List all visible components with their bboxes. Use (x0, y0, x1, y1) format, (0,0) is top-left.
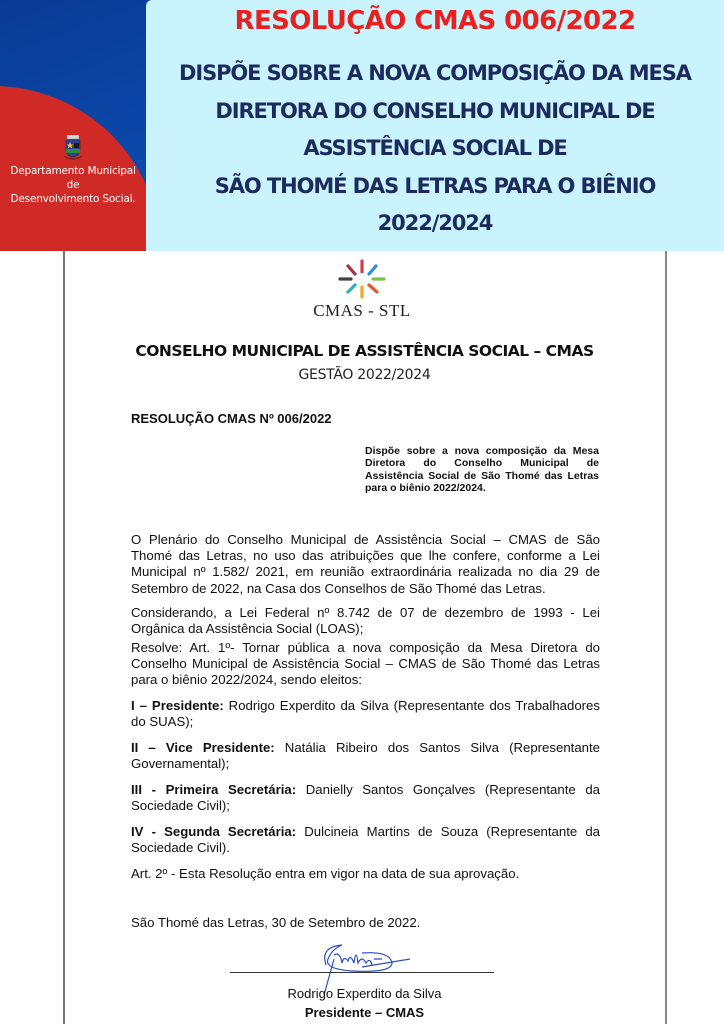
council-name: CONSELHO MUNICIPAL DE ASSISTÊNCIA SOCIAL – CMAS (135, 342, 594, 360)
signer-role: Presidente – CMAS (304, 1005, 425, 1020)
subtitle-line: 2022/2024 (377, 211, 493, 235)
municipal-coat-of-arms-icon (63, 135, 83, 163)
page-border-right (665, 251, 667, 1024)
subtitle-line: SÃO THOMÉ DAS LETRAS PARA O BIÊNIO (214, 173, 656, 198)
member-role: I – Presidente: (131, 698, 224, 713)
management-period: GESTÃO 2022/2024 (298, 367, 431, 383)
subtitle-line: ASSISTÊNCIA SOCIAL DE (303, 136, 567, 160)
member-description: Dulcineia Martins de Souza (Representante da Sociedade Civil). (131, 824, 600, 856)
member-role: III - Primeira Secretária: (131, 782, 297, 797)
subtitle-line: DIRETORA DO CONSELHO MUNICIPAL DE (215, 98, 655, 123)
member-description: Danielly Santos Gonçalves (Representante da Sociedade Civil); (131, 782, 600, 814)
resolution-subtitle (146, 55, 724, 243)
resolution-summary: Dispõe sobre a nova composição da Mesa Diretora do Conselho Municipal de Assistência Social de São Thomé das Letras para o biênio 2022/2024. (365, 445, 599, 495)
signature-line (230, 972, 494, 973)
department-line-1: Departamento Municipal (10, 165, 136, 177)
signer-name: Rodrigo Experdito da Silva (287, 986, 442, 1001)
member-description: Rodrigo Experdito da Silva (Representante dos Trabalhadores do SUAS); (131, 698, 600, 730)
place-date: São Thomé das Letras, 30 de Setembro de 2022. (131, 915, 421, 930)
member-role: IV - Segunda Secretária: (131, 824, 297, 839)
considering-paragraph: Considerando, a Lei Federal nº 8.742 de 07 de dezembro de 1993 - Lei Orgânica da Assistência Social (LOAS); (131, 605, 600, 637)
preamble-paragraph: O Plenário do Conselho Municipal de Assistência Social – CMAS de São Thomé das Letras, no uso das atribuições que lhe confere, conforme a Lei Municipal nº 1.582/ 2021, em reunião extraordinária realizada no dia 29 de Setembro de 2022, na Casa dos Conselhos de São Thomé das Letras. (131, 532, 600, 596)
department-line-3: Desenvolvimento Social. (10, 193, 136, 205)
resolution-number: RESOLUÇÃO CMAS Nº 006/2022 (131, 411, 332, 426)
logo-text: CMAS - STL (313, 301, 411, 320)
resolution-title: RESOLUÇÃO CMAS 006/2022 (234, 6, 636, 36)
header-banner (0, 0, 724, 251)
department-block (0, 135, 146, 206)
member-first-secretary (131, 782, 600, 814)
cmas-logo (300, 252, 424, 322)
member-vice-president (131, 740, 600, 772)
subtitle-line: DISPÕE SOBRE A NOVA COMPOSIÇÃO DA MESA (179, 61, 691, 85)
member-second-secretary (131, 824, 600, 856)
department-line-2: de (66, 179, 80, 191)
member-role: II – Vice Presidente: (131, 740, 275, 755)
member-president (131, 698, 600, 730)
article-2: Art. 2º - Esta Resolução entra em vigor na data de sua aprovação. (131, 866, 520, 881)
member-description: Natália Ribeiro dos Santos Silva (Representante Governamental); (131, 740, 600, 772)
people-circle-logo-icon (332, 258, 392, 300)
resolves-paragraph: Resolve: Art. 1º- Tornar pública a nova composição da Mesa Diretora do Conselho Municipal de Assistência Social – CMAS de São Thomé das Letras para o biênio 2022/2024, sendo eleitos: (131, 640, 600, 688)
